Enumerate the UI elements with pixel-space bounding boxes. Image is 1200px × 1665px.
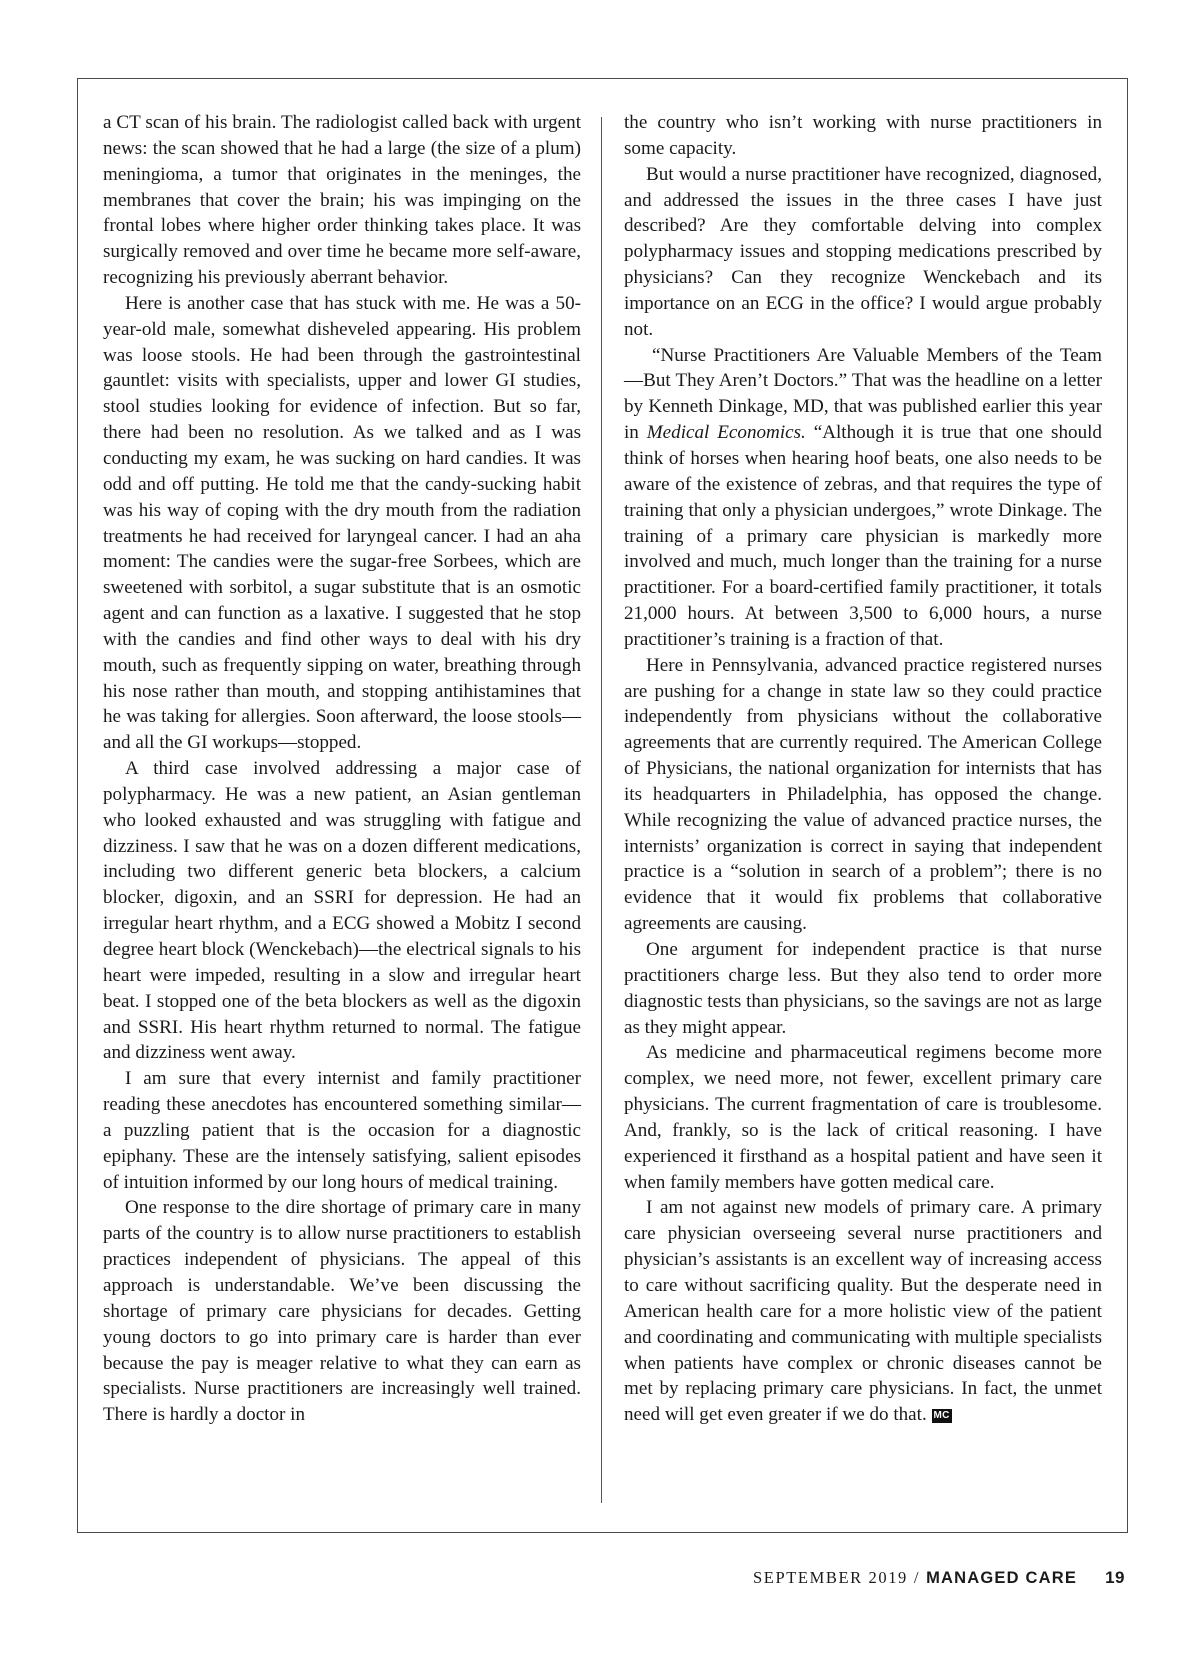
left-column — [103, 110, 581, 1428]
end-mark-badge: MC — [933, 1410, 950, 1422]
paragraph: One argument for independent practice is that nurse practitioners charge less. But they also tend to order more diagnostic tests than physicians, so the savings are not as large as they might appear. — [624, 939, 1102, 1038]
paragraph-text: “Nurse Practitioners Are Valuable Members of the Team—But They Aren’t Doctors.” That was the headline on a letter by Kenneth Dinkage, MD, that was published earlier this year in — [624, 344, 1102, 444]
paragraph — [624, 343, 1102, 653]
paragraph-text: I am not against new models of primary care. A primary care physician overseeing several nurse practitioners and physician’s assistants is an excellent way of increasing access to care without sacrificing quality. But the desperate need in American health care for a more holistic view of the patient and coordinating and communicating with multiple specialists when patients have complex or chronic diseases cannot be met by replacing primary care physicians. In fact, the unmet need will get even greater if we do that. — [624, 1197, 1102, 1426]
publication-title: Medical Economics. — [646, 422, 806, 444]
paragraph-text: “Although it is true that one should think of horses when hearing hoof beats, one also needs to be aware of the existence of zebras, and that requires the type of training that only a physician undergoes,” wrote Dinkage. The training of a primary care physician is markedly more involved and much, much longer than the training for a nurse practitioner. For a board-certified family practitioner, it totals 21,000 hours. At between 3,500 to 6,000 hours, a nurse practitioner’s training is a fraction of that. — [624, 422, 1102, 650]
paragraph: But would a nurse practitioner have recognized, diagnosed, and addressed the issues in the three cases I have just described? Are they comfortable delving into complex polypharmacy issues and stopping medications prescribed by physicians? Can they recognize Wenckebach and its importance on an ECG in the office? I would argue probably not. — [624, 163, 1102, 340]
paragraph: A third case involved addressing a major case of polypharmacy. He was a new patient, an Asian gentleman who looked exhausted and was struggling with fatigue and dizziness. I saw that he was on a dozen different medications, including two different generic beta blockers, a calcium blocker, digoxin, and an SSRI for depression. He had an irregular heart rhythm, and a ECG showed a Mobitz I second degree heart block (Wenckebach)—the electrical signals to his heart were impeded, resulting in a slow and irregular heart beat. I stopped one of the beta blockers as well as the digoxin and SSRI. His heart rhythm returned to normal. The fatigue and dizziness went away. — [103, 758, 581, 1064]
issue-date: SEPTEMBER 2019 — [753, 1568, 908, 1587]
paragraph: Here in Pennsylvania, advanced practice registered nurses are pushing for a change in state law so they could practice independently from physicians without the collaborative agreements that are currently required. The American College of Physicians, the national organization for internists that has its headquarters in Philadelphia, has opposed the change. While recognizing the value of advanced practice nurses, the internists’ organization is correct in saying that independent practice is a “solution in search of a problem”; there is no evidence that it would fix problems that collaborative agreements are causing. — [624, 654, 1102, 935]
paragraph: As medicine and pharmaceutical regimens become more complex, we need more, not fewer, excellent primary care physicians. The current fragmentation of care is troublesome. And, frankly, so is the lack of critical reasoning. I have experienced it firsthand as a hospital patient and have seen it when family members have gotten medical care. — [624, 1042, 1102, 1193]
article-frame — [77, 78, 1128, 1533]
paragraph: the country who isn’t working with nurse practitioners in some capacity. — [624, 112, 1102, 159]
paragraph: One response to the dire shortage of primary care in many parts of the country is to allow nurse practitioners to establish practices independent of physicians. The appeal of this approach is understandable. We’ve been discussing the shortage of primary care physicians for decades. Getting young doctors to go into primary care is harder than ever because the pay is meager relative to what they can earn as specialists. Nurse practitioners are increasingly well trained. There is hardly a doctor in — [103, 1197, 581, 1426]
footer-separator: / — [913, 1568, 921, 1587]
paragraph: a CT scan of his brain. The radiologist called back with urgent news: the scan showed that he had a large (the size of a plum) meningioma, a tumor that originates in the meninges, the membranes that cover the brain; his was impinging on the frontal lobes where higher order thinking takes place. It was surgically removed and over time he became more self-aware, recognizing his previously aberrant behavior. — [103, 112, 581, 289]
paragraph: I am sure that every internist and family practitioner reading these anecdotes has encountered something similar—a puzzling patient that is the occasion for a diagnostic epiphany. These are the intensely satisfying, salient episodes of intuition informed by our long hours of medical training. — [103, 1068, 581, 1193]
page-number: 19 — [1105, 1568, 1125, 1587]
magazine-name: MANAGED CARE — [926, 1569, 1078, 1587]
paragraph — [624, 1195, 1102, 1428]
page-footer — [753, 1568, 1125, 1588]
right-column — [624, 110, 1102, 1428]
column-divider — [601, 117, 602, 1503]
paragraph: Here is another case that has stuck with me. He was a 50-year-old male, somewhat disheveled appearing. His problem was loose stools. He had been through the gastrointestinal gauntlet: visits with specialists, upper and lower GI studies, stool studies looking for evidence of infection. But so far, there had been no resolution. As we talked and as I was conducting my exam, he was sucking on hard candies. It was odd and off putting. He told me that the candy-sucking habit was his way of coping with the dry mouth from the radiation treatments he had received for laryngeal cancer. I had an aha moment: The candies were the sugar-free Sorbees, which are sweetened with sorbitol, a sugar substitute that is an osmotic agent and can function as a laxative. I suggested that he stop with the candies and find other ways to deal with his dry mouth, such as frequently sipping on water, breathing through his nose rather than mouth, and stopping antihistamines that he was taking for allergies. Soon afterward, the loose stools—and all the GI workups—stopped. — [103, 292, 581, 754]
